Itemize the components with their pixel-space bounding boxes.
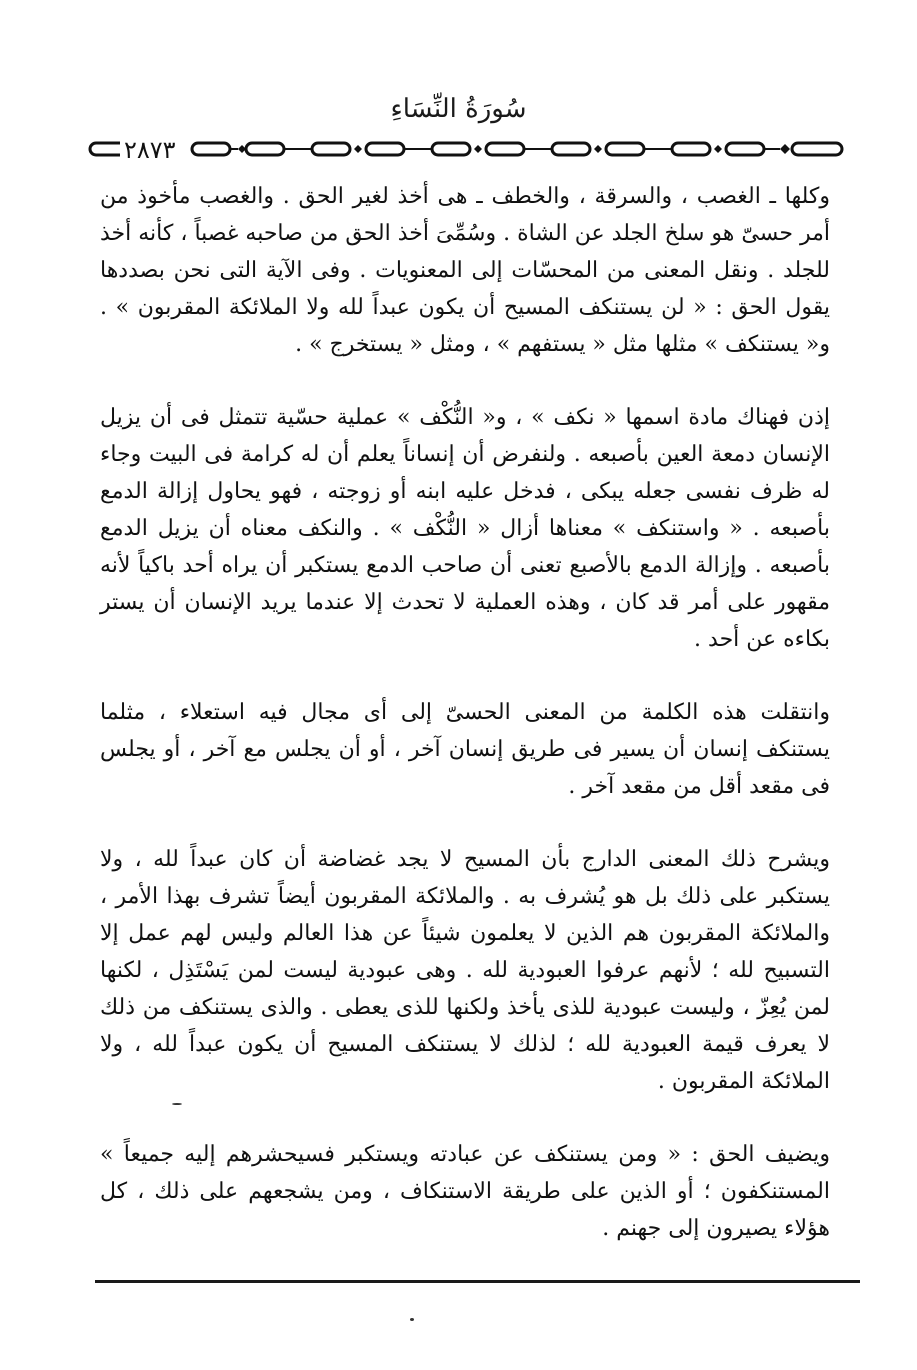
paragraph-3: وانتقلت هذه الكلمة من المعنى الحسىّ إلى أى مجال فيه استعلاء ، مثلما يستنكف إنسان أن يسير فى طريق إنسان آخر ، أو أن يجلس مع آخر ، أو يجلس فى مقعد أقل من مقعد آخر . [100,700,830,799]
chain-ornament-border [88,136,848,162]
footer-rule [95,1280,860,1283]
surah-title: سُورَةُ النِّسَاءِ [390,94,527,124]
ink-speck [172,1103,182,1105]
paragraph-4: ويشرح ذلك المعنى الدارج بأن المسيح لا يجد غضاضة أن كان عبداً لله ، ولا يستكبر على ذلك بل هو يُشرف به . والملائكة المقربون أيضاً تشرف بهذا الأمر ، والملائكة المقربون هم الذين لا يعلمون شيئاً عن هذا العالم وليس لهم عمل إلا التسبيح لله ؛ لأنهم عرفوا العبودية لله . وهى عبودية ليست لمن يَسْتَذِل ، لكنها لمن يُعِزّ ، وليست عبودية للذى يأخذ ولكنها للذى يعطى . والذى يستنكف من ذلك لا يعرف قيمة العبودية لله ؛ لذلك لا يستنكف المسيح أن يكون عبداً لله ، ولا الملائكة المقربون . [100,847,830,1094]
paragraph-1: وكلها ـ الغصب ، والسرقة ، والخطف ـ هى أخذ لغير الحق . والغصب مأخوذ من أمر حسىّ هو سلخ الجلد عن الشاة . وسُمِّىَ أخذ الحق من صاحبه غصباً ، كأنه أخذ للجلد . ونقل المعنى من المحسّات إلى المعنويات . وفى الآية التى نحن بصددها يقول الحق : « لن يستنكف المسيح أن يكون عبداً لله ولا الملائكة المقربون » . و« يستنكف » مثلها مثل « يستفهم » ، ومثل « يستخرج » . [100,184,831,357]
ink-speck [410,1318,414,1321]
paragraph-5: ويضيف الحق : « ومن يستنكف عن عبادته ويستكبر فسيحشرهم إليه جميعاً » المستنكفون ؛ أو الذين على طريقة الاستنكاف ، ومن يشجعهم على ذلك ، كل هؤلاء يصيرون إلى جهنم . [100,1142,830,1241]
page-number: ٢٨٧٣ [120,137,180,163]
paragraph-2: إذن فهناك مادة اسمها « نكف » ، و« النُّكْف » عملية حسّية تتمثل فى أن يزيل الإنسان دمعة العين بأصبعه . ولنفرض أن إنساناً يعلم أن له كرامة فى البيت وجاء له ظرف نفسى جعله يبكى ، فدخل عليه ابنه أو زوجته ، فهو يحاول إزالة الدمع بأصبعه . « واستنكف » معناها أزال « النُّكْف » . والنكف معناه أن يزيل الدمع بأصبعه . وإزالة الدمع بالأصبع تعنى أن صاحب الدمع يستكبر أن يراه أحد باكياً لأنه مقهور على أمر قد كان ، وهذه العملية لا تحدث إلا عندما يريد الإنسان أن يستر بكاءه عن أحد . [100,405,830,652]
body-text [100,178,830,1247]
